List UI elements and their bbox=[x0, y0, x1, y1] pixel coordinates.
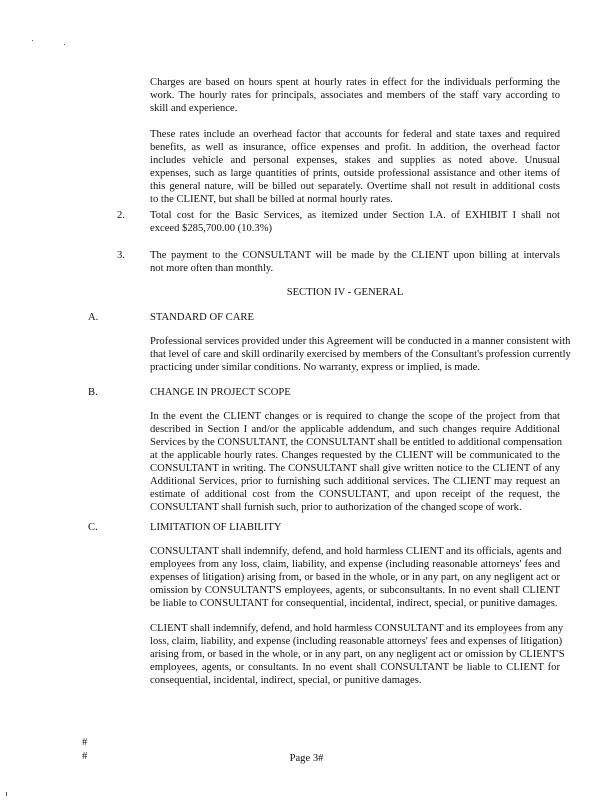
charges-paragraph bbox=[150, 76, 560, 115]
section-title: SECTION IV - GENERAL bbox=[286, 287, 404, 298]
text-line: CONSULTANT shall indemnify, defend, and hold harmless CLIENT and its officials, agents and bbox=[150, 546, 562, 557]
section-letter: B. bbox=[88, 387, 98, 398]
section-paragraph bbox=[150, 335, 571, 374]
text-line: exceed $285,700.00 (10.3%) bbox=[150, 223, 273, 234]
item-number: 2. bbox=[117, 210, 125, 221]
text-line: The payment to the CONSULTANT will be made by the CLIENT upon billing at intervals bbox=[150, 250, 560, 261]
page-number: Page 3# bbox=[289, 753, 324, 764]
scan-speck bbox=[6, 792, 7, 796]
section-heading: CHANGE IN PROJECT SCOPE bbox=[150, 387, 291, 398]
text-line: estimate of additional cost from the CONSULTANT, and upon receipt of the request, the bbox=[150, 489, 560, 500]
text-line: employees from any loss, claim, liability, and expense (including reasonable attorneys' fees and bbox=[150, 559, 560, 570]
text-line: practicing under similar conditions. No warranty, express or implied, is made. bbox=[150, 362, 480, 373]
text-line: this general nature, will be billed out separately. Overtime shall not result in additional costs bbox=[150, 181, 560, 192]
text-line: consequential, incidental, indirect, special, or punitive damages. bbox=[150, 675, 422, 686]
text-line: to the CLIENT, but shall be billed at normal hourly rates. bbox=[150, 194, 393, 205]
section-paragraph bbox=[150, 410, 560, 514]
text-line: arising from, or based in the whole, or in any part, on any negligent act or omission by CLIENT'S bbox=[150, 649, 565, 660]
rates-paragraph bbox=[150, 128, 560, 206]
section-letter: A. bbox=[88, 312, 99, 323]
text-line: Services by the CONSULTANT, the CONSULTANT shall be entitled to additional compensation bbox=[150, 437, 562, 448]
footer-mark: # bbox=[82, 737, 88, 748]
text-line: CONSULTANT shall furnish such, prior to authorization of the changed scope of work. bbox=[150, 502, 522, 513]
text-line: CLIENT shall indemnify, defend, and hold harmless CONSULTANT and its employees from any bbox=[150, 623, 564, 634]
text-line: Charges are based on hours spent at hourly rates in effect for the individuals performing the bbox=[150, 77, 560, 88]
payment-item bbox=[150, 249, 560, 275]
text-line: that level of care and skill ordinarily exercised by members of the Consultant's profession currently bbox=[150, 349, 571, 360]
text-line: work. The hourly rates for principals, associates and members of the staff vary according to bbox=[150, 90, 560, 101]
total-cost-item bbox=[150, 209, 560, 235]
text-line: be liable to CONSULTANT for consequential, incidental, indirect, special, or punitive damages. bbox=[150, 598, 558, 609]
text-line: loss, claim, liability, and expense (including reasonable attorneys' fees and expenses of litigation) bbox=[150, 636, 563, 647]
text-line: at the applicable hourly rates. Changes requested by the CLIENT will be communicated to the bbox=[150, 450, 560, 461]
text-line: employees, agents, or consultants. In no event shall CONSULTANT be liable to CLIENT for bbox=[150, 662, 560, 673]
section-letter: C. bbox=[88, 522, 98, 533]
text-line: not more often than monthly. bbox=[150, 263, 274, 274]
text-line: described in Section I and/or the applicable addendum, and such changes require Additional bbox=[150, 424, 560, 435]
text-line: Total cost for the Basic Services, as itemized under Section I.A. of EXHIBIT I shall not bbox=[150, 210, 560, 221]
text-line: includes vehicle and personal expenses, stakes and supplies as noted above. Unusual bbox=[150, 155, 560, 166]
text-line: skill and experience. bbox=[150, 103, 238, 114]
item-number: 3. bbox=[117, 250, 125, 261]
text-line: expenses of litigation) arising from, or based in the whole, or in any part, on any negligent act or bbox=[150, 572, 560, 583]
section-heading: LIMITATION OF LIABILITY bbox=[150, 522, 282, 533]
text-line: omission by CONSULTANT'S employees, agents, or subconsultants. In no event shall CLIENT bbox=[150, 585, 560, 596]
text-line: CONSULTANT in writing. The CONSULTANT shall give written notice to the CLIENT of any bbox=[150, 463, 560, 474]
text-line: In the event the CLIENT changes or is required to change the scope of the project from that bbox=[150, 411, 560, 422]
scan-speck bbox=[64, 44, 65, 45]
text-line: Additional Services, prior to furnishing such additional services. The CLIENT may request an bbox=[150, 476, 560, 487]
text-line: These rates include an overhead factor that accounts for federal and state taxes and required bbox=[150, 129, 560, 140]
section-heading: STANDARD OF CARE bbox=[150, 312, 254, 323]
footer-mark: # bbox=[82, 751, 88, 762]
section-paragraph bbox=[150, 622, 565, 687]
scan-speck bbox=[32, 40, 33, 41]
text-line: benefits, as well as insurance, office expenses and profit. In addition, the overhead factor bbox=[150, 142, 560, 153]
text-line: expenses, such as large quantities of prints, outside professional assistance and other items of bbox=[150, 168, 560, 179]
text-line: Professional services provided under this Agreement will be conducted in a manner consistent with bbox=[150, 336, 571, 347]
section-paragraph bbox=[150, 545, 560, 610]
